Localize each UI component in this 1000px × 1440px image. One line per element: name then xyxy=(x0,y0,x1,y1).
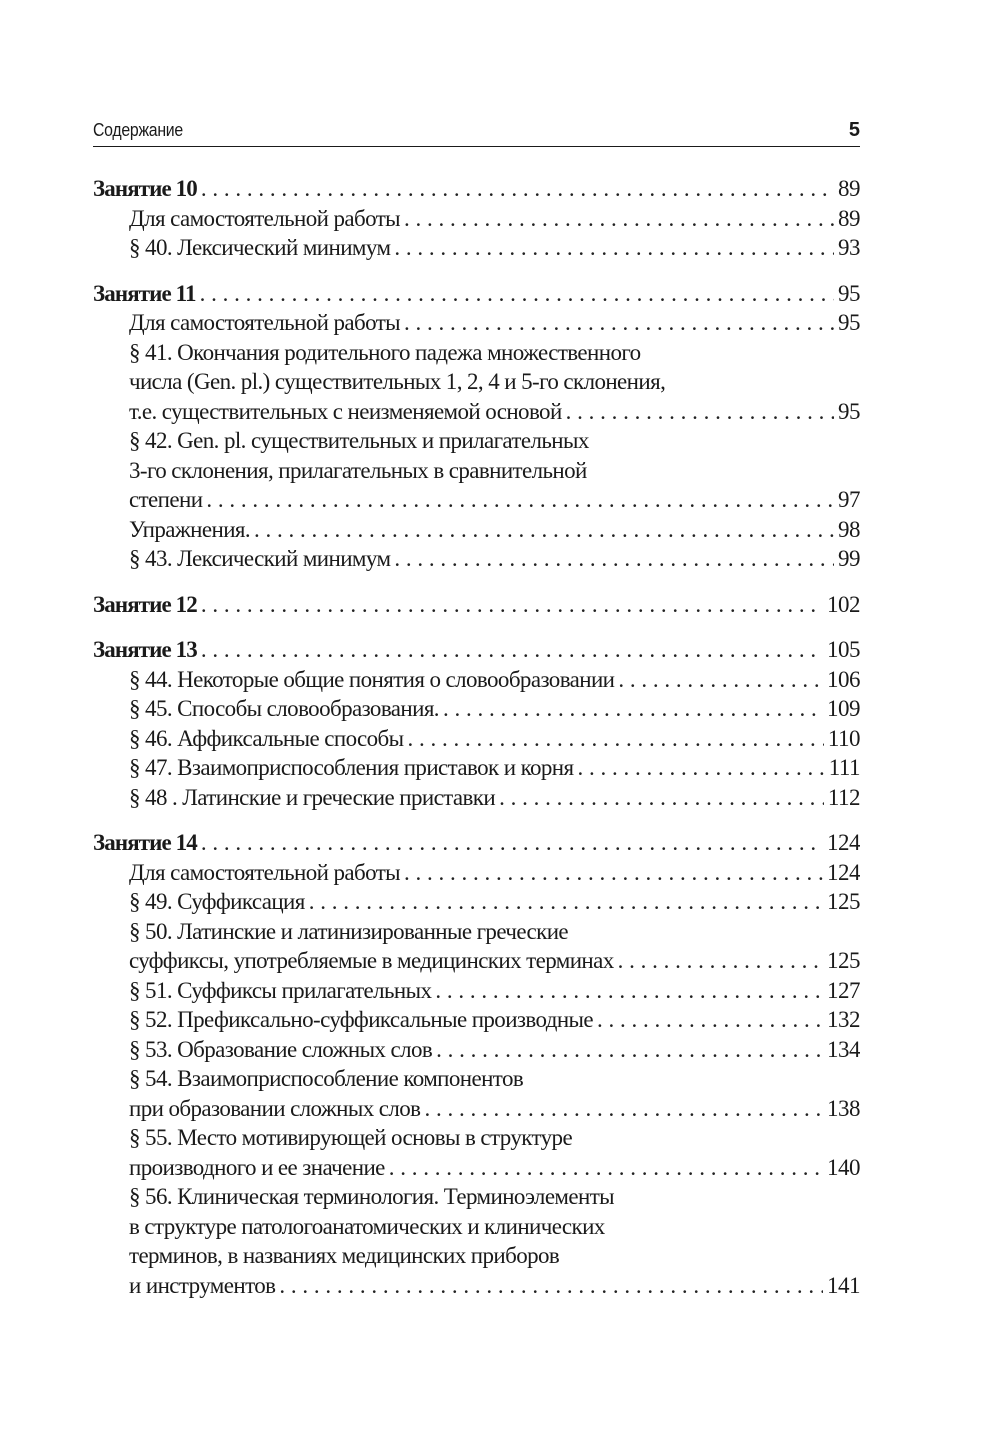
toc-entry-line xyxy=(93,338,860,368)
toc-entry-line-final xyxy=(93,308,860,338)
toc-lesson-heading[interactable] xyxy=(93,635,860,665)
entry-text: терминов, в названиях медицинских приборов xyxy=(129,1243,560,1268)
dot-leader xyxy=(201,174,834,204)
entry-page-number: 98 xyxy=(838,516,860,542)
entry-text: § 47. Взаимоприспособления приставок и корня xyxy=(129,755,574,780)
entry-text: производного и ее значение xyxy=(129,1154,385,1180)
dot-leader xyxy=(309,887,823,917)
entry-page-number: 127 xyxy=(827,977,860,1003)
dot-leader xyxy=(435,976,823,1006)
entry-page-number: 89 xyxy=(838,205,860,231)
dot-leader xyxy=(394,233,834,263)
dot-leader xyxy=(618,665,823,695)
toc-entry-line-final xyxy=(93,783,860,813)
toc-lesson-group xyxy=(93,635,860,812)
toc-lesson-heading[interactable] xyxy=(93,174,860,204)
toc-entry-line-final xyxy=(93,544,860,574)
toc-entry-line-final xyxy=(93,976,860,1006)
lesson-page-number: 105 xyxy=(827,637,860,662)
dot-leader xyxy=(566,397,834,427)
entry-text: в структуре патологоанатомических и клинических xyxy=(129,1213,605,1239)
toc-entry[interactable] xyxy=(93,426,860,515)
toc-entry-line-final xyxy=(93,694,860,724)
entry-text: § 45. Способы словообразования. xyxy=(129,696,439,721)
lesson-title: Занятие 14 xyxy=(93,830,197,855)
entry-page-number: 95 xyxy=(838,310,860,335)
entry-page-number: 125 xyxy=(827,889,860,914)
entry-page-number: 110 xyxy=(827,725,860,751)
entry-text: т.е. существительных с неизменяемой основой xyxy=(129,398,562,424)
entry-text: § 41. Окончания родительного падежа множественного xyxy=(129,339,641,365)
entry-text: степени xyxy=(129,487,203,512)
entry-text: Для самостоятельной работы xyxy=(129,205,401,231)
entry-page-number: 112 xyxy=(827,784,860,810)
dot-leader xyxy=(394,544,834,574)
toc-entry[interactable] xyxy=(93,308,860,338)
toc-entry[interactable] xyxy=(93,858,860,888)
entry-text: Для самостоятельной работы xyxy=(129,859,401,885)
toc-entry[interactable] xyxy=(93,1005,860,1035)
lesson-title: Занятие 12 xyxy=(93,591,197,617)
dot-leader xyxy=(443,694,823,724)
toc-entry-line xyxy=(93,1241,860,1271)
dot-leader xyxy=(206,485,834,515)
toc-entry-line-final xyxy=(93,397,860,427)
entry-text: 3-го склонения, прилагательных в сравнительной xyxy=(129,457,587,483)
running-title: Содержание xyxy=(93,120,183,140)
toc-entry[interactable] xyxy=(93,753,860,783)
toc-entry-line-final xyxy=(93,858,860,888)
entry-text: § 53. Образование сложных слов xyxy=(129,1036,433,1062)
toc-entry[interactable] xyxy=(93,694,860,724)
entry-text: числа (Gen. pl.) существительных 1, 2, 4 и 5-го склонения, xyxy=(129,369,666,394)
entry-page-number: 141 xyxy=(827,1272,860,1298)
toc-entry-line-final xyxy=(93,515,860,545)
lesson-page-number: 89 xyxy=(838,176,860,201)
dot-leader xyxy=(254,515,834,545)
toc-entry-line-final xyxy=(93,887,860,917)
entry-text: § 43. Лексический минимум xyxy=(129,546,391,571)
toc-entry-line xyxy=(93,1123,860,1153)
dot-leader xyxy=(408,724,824,754)
entry-text: § 54. Взаимоприспособление компонентов xyxy=(129,1066,524,1091)
lesson-title: Занятие 10 xyxy=(93,176,197,201)
dot-leader xyxy=(436,1035,823,1065)
entry-page-number: 111 xyxy=(828,755,860,780)
toc-entry[interactable] xyxy=(93,976,860,1006)
entry-page-number: 93 xyxy=(838,235,860,260)
entry-text: § 44. Некоторые общие понятия о словообразовании xyxy=(129,666,615,692)
lesson-title: Занятие 11 xyxy=(93,280,196,306)
entry-text: § 50. Латинские и латинизированные греческие xyxy=(129,918,569,944)
toc-entry[interactable] xyxy=(93,204,860,234)
entry-text: § 46. Аффиксальные способы xyxy=(129,725,404,751)
toc-entry[interactable] xyxy=(93,515,860,545)
dot-leader xyxy=(618,946,823,976)
entry-text: Упражнения. xyxy=(129,516,251,542)
toc-entry-line-final xyxy=(93,485,860,515)
dot-leader xyxy=(200,279,834,309)
toc-entry[interactable] xyxy=(93,233,860,263)
entry-page-number: 134 xyxy=(827,1036,860,1062)
toc-entry[interactable] xyxy=(93,1123,860,1182)
dot-leader xyxy=(201,635,823,665)
entry-text: § 55. Место мотивирующей основы в структуре xyxy=(129,1125,573,1150)
toc-entry-line xyxy=(93,367,860,397)
toc-entry-line xyxy=(93,1212,860,1242)
table-of-contents xyxy=(93,174,860,1316)
entry-text: § 42. Gen. pl. существительных и прилагательных xyxy=(129,428,589,453)
toc-entry-line xyxy=(93,426,860,456)
toc-entry-line-final xyxy=(93,665,860,695)
entry-text: § 48 . Латинские и греческие приставки xyxy=(129,784,496,810)
toc-entry[interactable] xyxy=(93,338,860,427)
entry-text: Для самостоятельной работы xyxy=(129,310,401,335)
toc-lesson-group xyxy=(93,279,860,574)
toc-entry-line-final xyxy=(93,233,860,263)
toc-entry-line-final xyxy=(93,1153,860,1183)
entry-text: § 51. Суффиксы прилагательных xyxy=(129,977,432,1003)
toc-entry[interactable] xyxy=(93,544,860,574)
toc-entry-line xyxy=(93,917,860,947)
lesson-page-number: 95 xyxy=(838,280,860,306)
toc-entry-line-final xyxy=(93,204,860,234)
toc-entry[interactable] xyxy=(93,783,860,813)
toc-entry-line-final xyxy=(93,1271,860,1301)
lesson-title: Занятие 13 xyxy=(93,637,197,662)
toc-entry[interactable] xyxy=(93,724,860,754)
entry-text: при образовании сложных слов xyxy=(129,1095,421,1121)
dot-leader xyxy=(499,783,824,813)
entry-page-number: 106 xyxy=(827,666,860,692)
entry-page-number: 132 xyxy=(827,1007,860,1032)
entry-text: и инструментов xyxy=(129,1272,276,1298)
toc-lesson-group xyxy=(93,590,860,620)
dot-leader xyxy=(404,308,834,338)
lesson-page-number: 102 xyxy=(827,591,860,617)
toc-entry[interactable] xyxy=(93,887,860,917)
toc-entry-line-final xyxy=(93,753,860,783)
dot-leader xyxy=(424,1094,823,1124)
toc-entry-line xyxy=(93,456,860,486)
toc-lesson-group xyxy=(93,174,860,263)
lesson-page-number: 124 xyxy=(827,830,860,855)
entry-text: § 49. Суффиксация xyxy=(129,889,305,914)
entry-page-number: 109 xyxy=(827,696,860,721)
page-number: 5 xyxy=(848,119,860,141)
toc-entry[interactable] xyxy=(93,665,860,695)
entry-text: суффиксы, употребляемые в медицинских терминах xyxy=(129,948,614,973)
entry-text: § 52. Префиксально-суффиксальные производные xyxy=(129,1007,594,1032)
toc-lesson-heading[interactable] xyxy=(93,590,860,620)
entry-page-number: 138 xyxy=(827,1095,860,1121)
dot-leader xyxy=(597,1005,823,1035)
entry-text: § 40. Лексический минимум xyxy=(129,235,391,260)
entry-page-number: 140 xyxy=(827,1154,860,1180)
toc-entry-line-final xyxy=(93,1094,860,1124)
dot-leader xyxy=(389,1153,823,1183)
page-header xyxy=(93,118,860,147)
toc-entry-line-final xyxy=(93,946,860,976)
toc-lesson-heading[interactable] xyxy=(93,279,860,309)
toc-entry[interactable] xyxy=(93,1064,860,1123)
entry-page-number: 95 xyxy=(838,398,860,424)
toc-entry[interactable] xyxy=(93,1182,860,1300)
toc-entry[interactable] xyxy=(93,1035,860,1065)
toc-entry-line-final xyxy=(93,1035,860,1065)
dot-leader xyxy=(404,858,823,888)
toc-entry-line-final xyxy=(93,724,860,754)
entry-page-number: 124 xyxy=(827,859,860,885)
toc-entry-line xyxy=(93,1182,860,1212)
dot-leader xyxy=(404,204,834,234)
entry-page-number: 97 xyxy=(838,487,860,512)
toc-entry[interactable] xyxy=(93,917,860,976)
toc-entry-line xyxy=(93,1064,860,1094)
toc-lesson-heading[interactable] xyxy=(93,828,860,858)
dot-leader xyxy=(279,1271,823,1301)
entry-page-number: 99 xyxy=(838,546,860,571)
dot-leader xyxy=(201,590,823,620)
dot-leader xyxy=(577,753,824,783)
toc-lesson-group xyxy=(93,828,860,1300)
entry-text: § 56. Клиническая терминология. Терминоэлементы xyxy=(129,1184,614,1209)
toc-entry-line-final xyxy=(93,1005,860,1035)
dot-leader xyxy=(201,828,823,858)
entry-page-number: 125 xyxy=(827,948,860,973)
